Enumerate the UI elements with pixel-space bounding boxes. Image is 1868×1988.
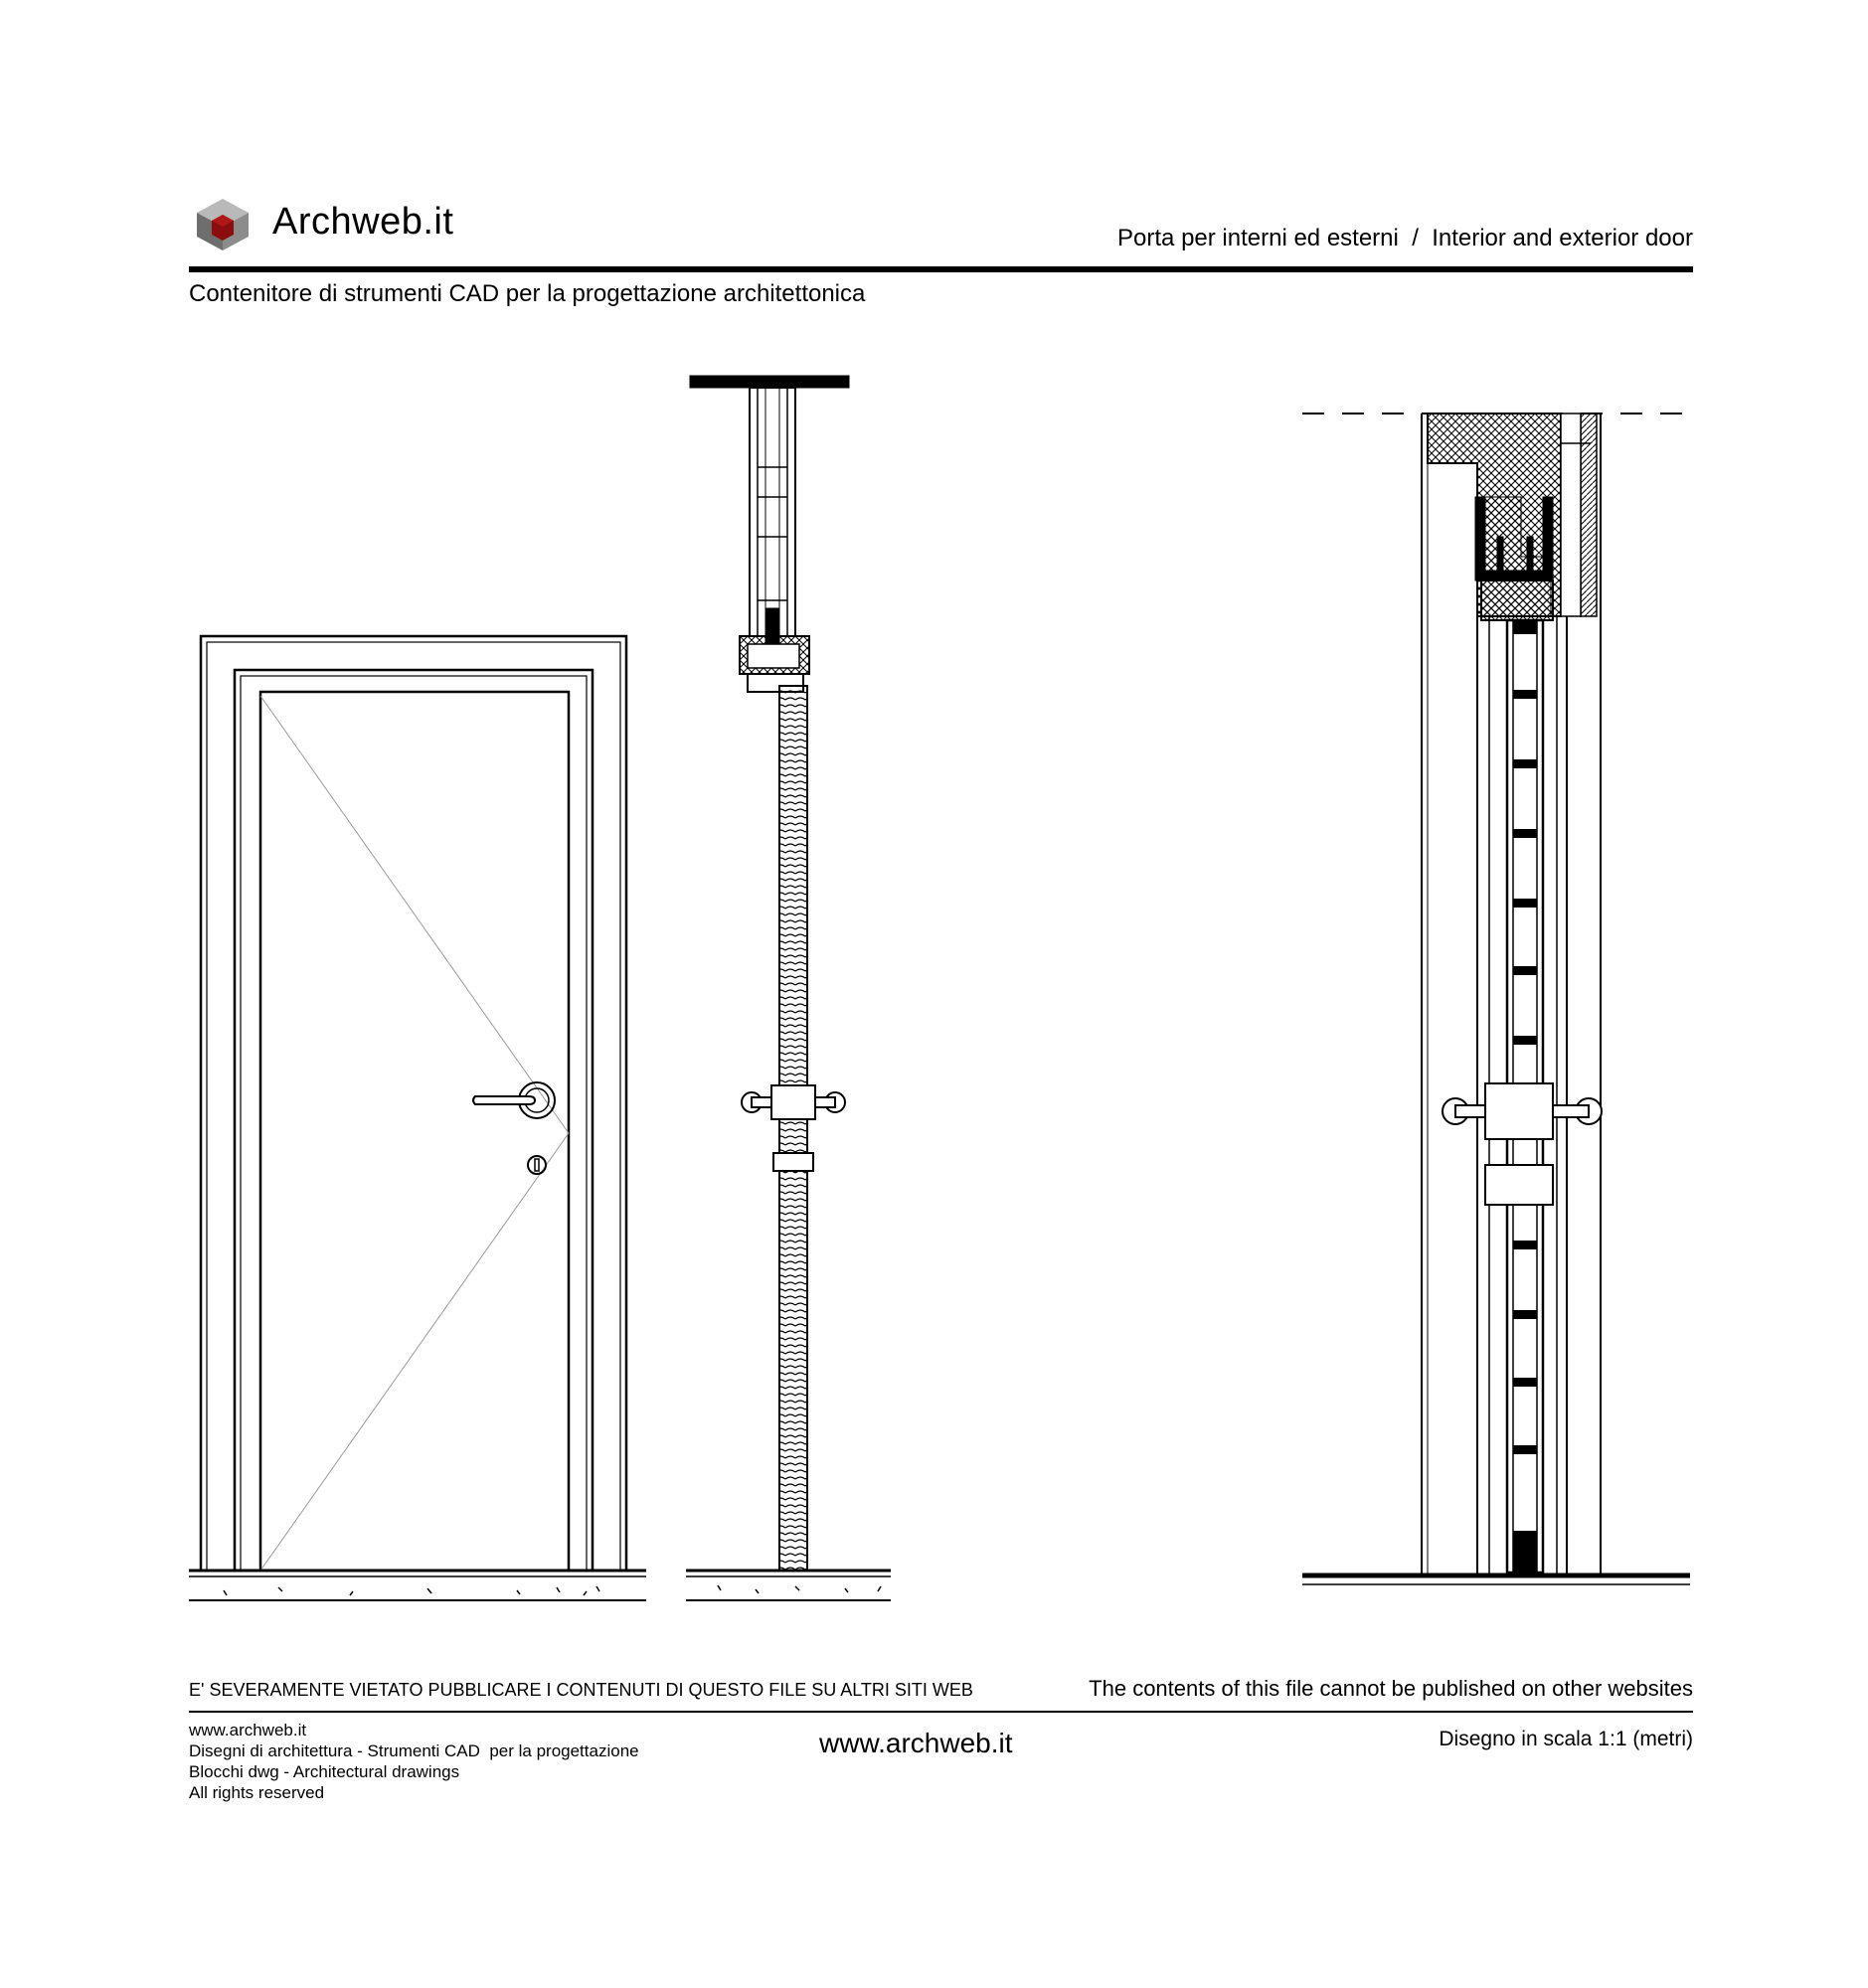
detail-section	[1302, 414, 1690, 1584]
drawing-title: Porta per interni ed esterni / Interior and exterior door	[1117, 225, 1693, 251]
footer-line: www.archweb.it	[189, 1721, 307, 1740]
keyhole-icon	[528, 1156, 546, 1174]
footer-website: www.archweb.it	[819, 1728, 1013, 1758]
footer-line: Blocchi dwg - Architectural drawings	[189, 1762, 460, 1781]
footer-line: Disegni di architettura - Strumenti CAD per la progettazione	[189, 1741, 639, 1760]
brand-name: Archweb.it	[272, 201, 454, 243]
door-handle-icon	[473, 1082, 555, 1118]
footer-line: All rights reserved	[189, 1783, 325, 1802]
footer-rule	[189, 1711, 1693, 1713]
vertical-section	[686, 376, 891, 1600]
notice-english: The contents of this file cannot be published on other websites	[1089, 1676, 1693, 1701]
subtitle: Contenitore di strumenti CAD per la progettazione architettonica	[189, 280, 866, 307]
front-elevation	[189, 636, 646, 1600]
drawing-scale: Disegno in scala 1:1 (metri)	[1439, 1728, 1693, 1750]
footer-info	[189, 1720, 639, 1803]
notice-italian: E' SEVERAMENTE VIETATO PUBBLICARE I CONTENUTI DI QUESTO FILE SU ALTRI SITI WEB	[189, 1680, 973, 1700]
